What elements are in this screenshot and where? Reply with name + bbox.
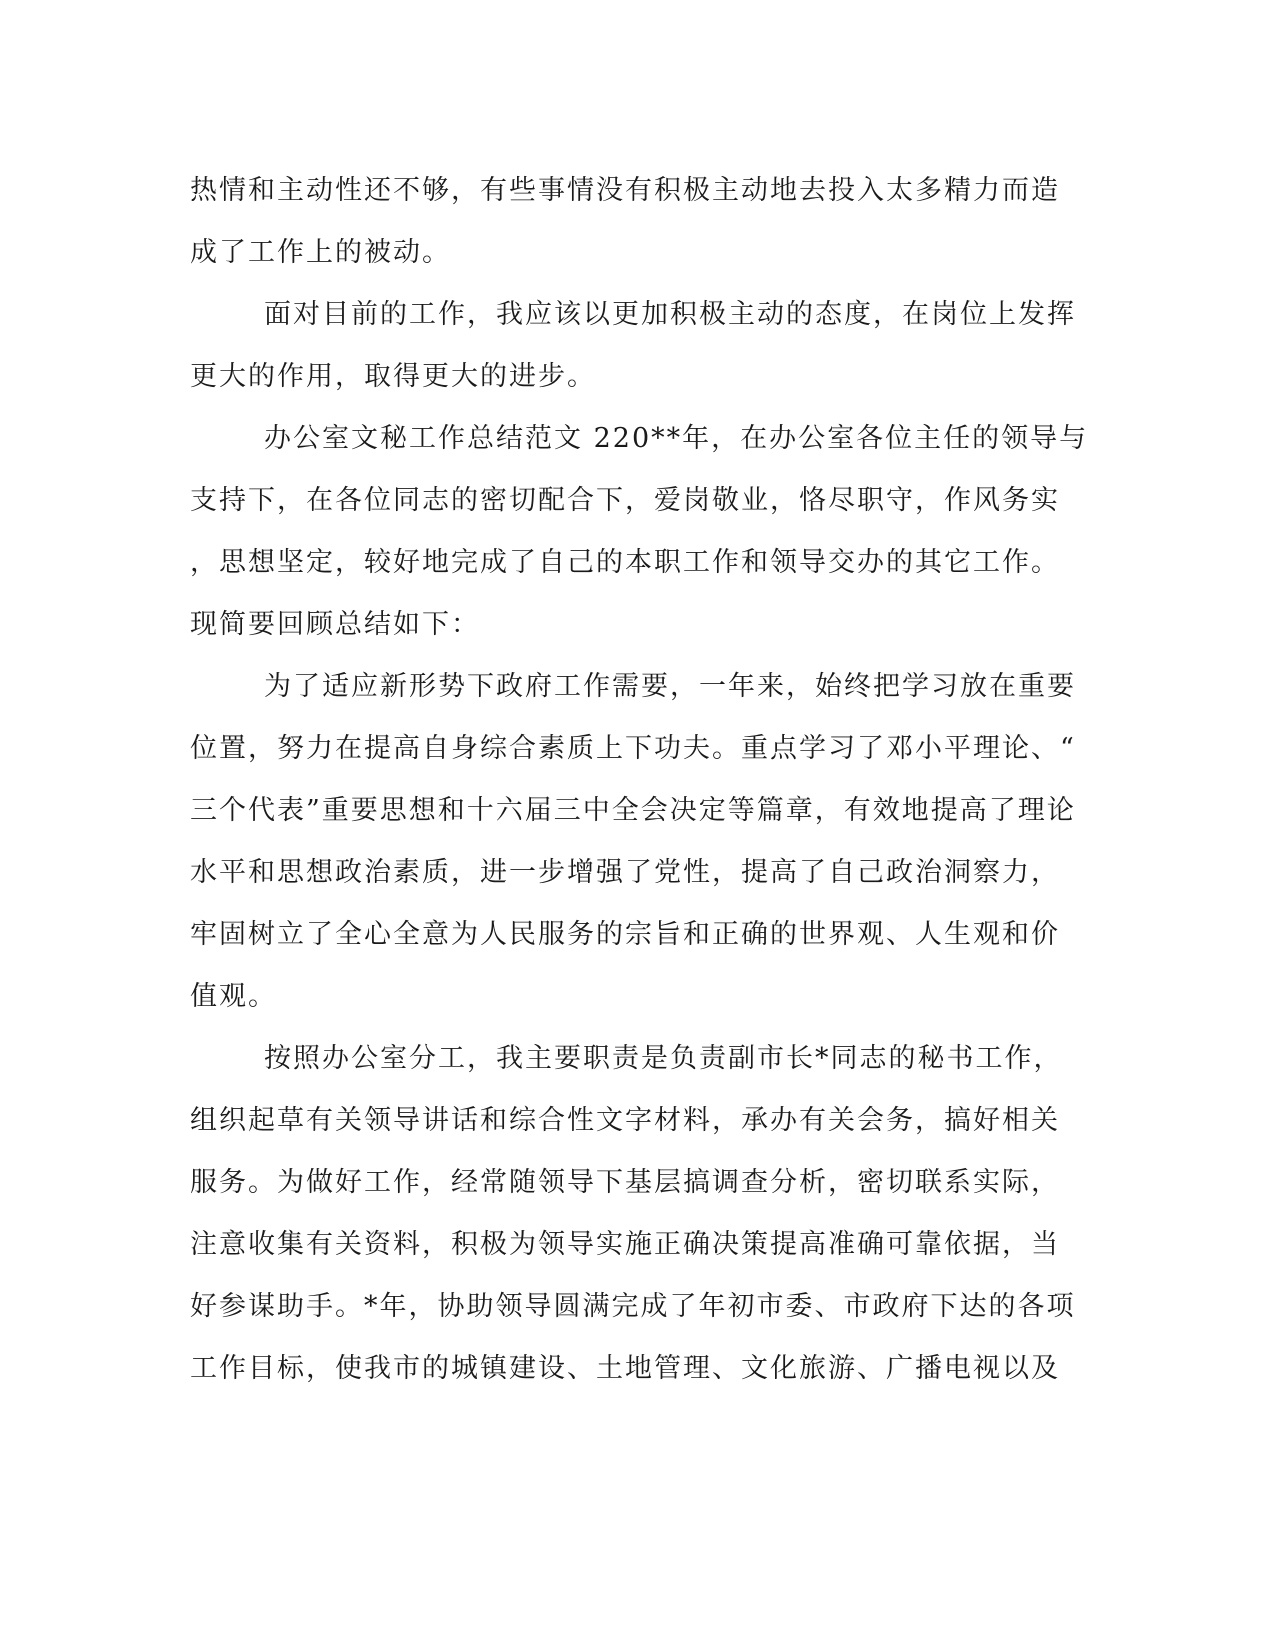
text-line: 支持下，在各位同志的密切配合下，爱岗敬业，恪尽职守，作风务实	[190, 485, 1060, 516]
text-line: 服务。为做好工作，经常随领导下基层搞调查分析，密切联系实际，	[190, 1167, 1060, 1198]
text-line: 现简要回顾总结如下：	[190, 609, 480, 640]
text-line: 成了工作上的被动。	[190, 237, 451, 268]
text-line: 面对目前的工作，我应该以更加积极主动的态度，在岗位上发挥	[264, 299, 1076, 330]
text-line: 注意收集有关资料，积极为领导实施正确决策提高准确可靠依据，当	[190, 1229, 1060, 1260]
document-body	[190, 160, 1089, 1400]
text-line: 按照办公室分工，我主要职责是负责副市长*同志的秘书工作，	[264, 1043, 1063, 1074]
text-line: 组织起草有关领导讲话和综合性文字材料，承办有关会务，搞好相关	[190, 1105, 1060, 1136]
text-line: 办公室文秘工作总结范文 220**年，在办公室各位主任的领导与	[264, 423, 1089, 454]
text-line: 水平和思想政治素质，进一步增强了党性，提高了自己政治洞察力，	[190, 857, 1060, 888]
text-line: ，思想坚定，较好地完成了自己的本职工作和领导交办的其它工作。	[190, 547, 1060, 578]
text-line: 工作目标，使我市的城镇建设、土地管理、文化旅游、广播电视以及	[190, 1353, 1060, 1384]
text-line: 好参谋助手。*年，协助领导圆满完成了年初市委、市政府下达的各项	[190, 1291, 1076, 1322]
text-line: 三个代表”重要思想和十六届三中全会决定等篇章，有效地提高了理论	[190, 795, 1076, 826]
text-line: 为了适应新形势下政府工作需要，一年来，始终把学习放在重要	[264, 671, 1076, 702]
text-line: 位置，努力在提高自身综合素质上下功夫。重点学习了邓小平理论、“	[190, 733, 1076, 764]
text-line: 值观。	[190, 981, 277, 1012]
text-line: 热情和主动性还不够，有些事情没有积极主动地去投入太多精力而造	[190, 175, 1060, 206]
text-line: 牢固树立了全心全意为人民服务的宗旨和正确的世界观、人生观和价	[190, 919, 1060, 950]
text-line: 更大的作用，取得更大的进步。	[190, 361, 596, 392]
